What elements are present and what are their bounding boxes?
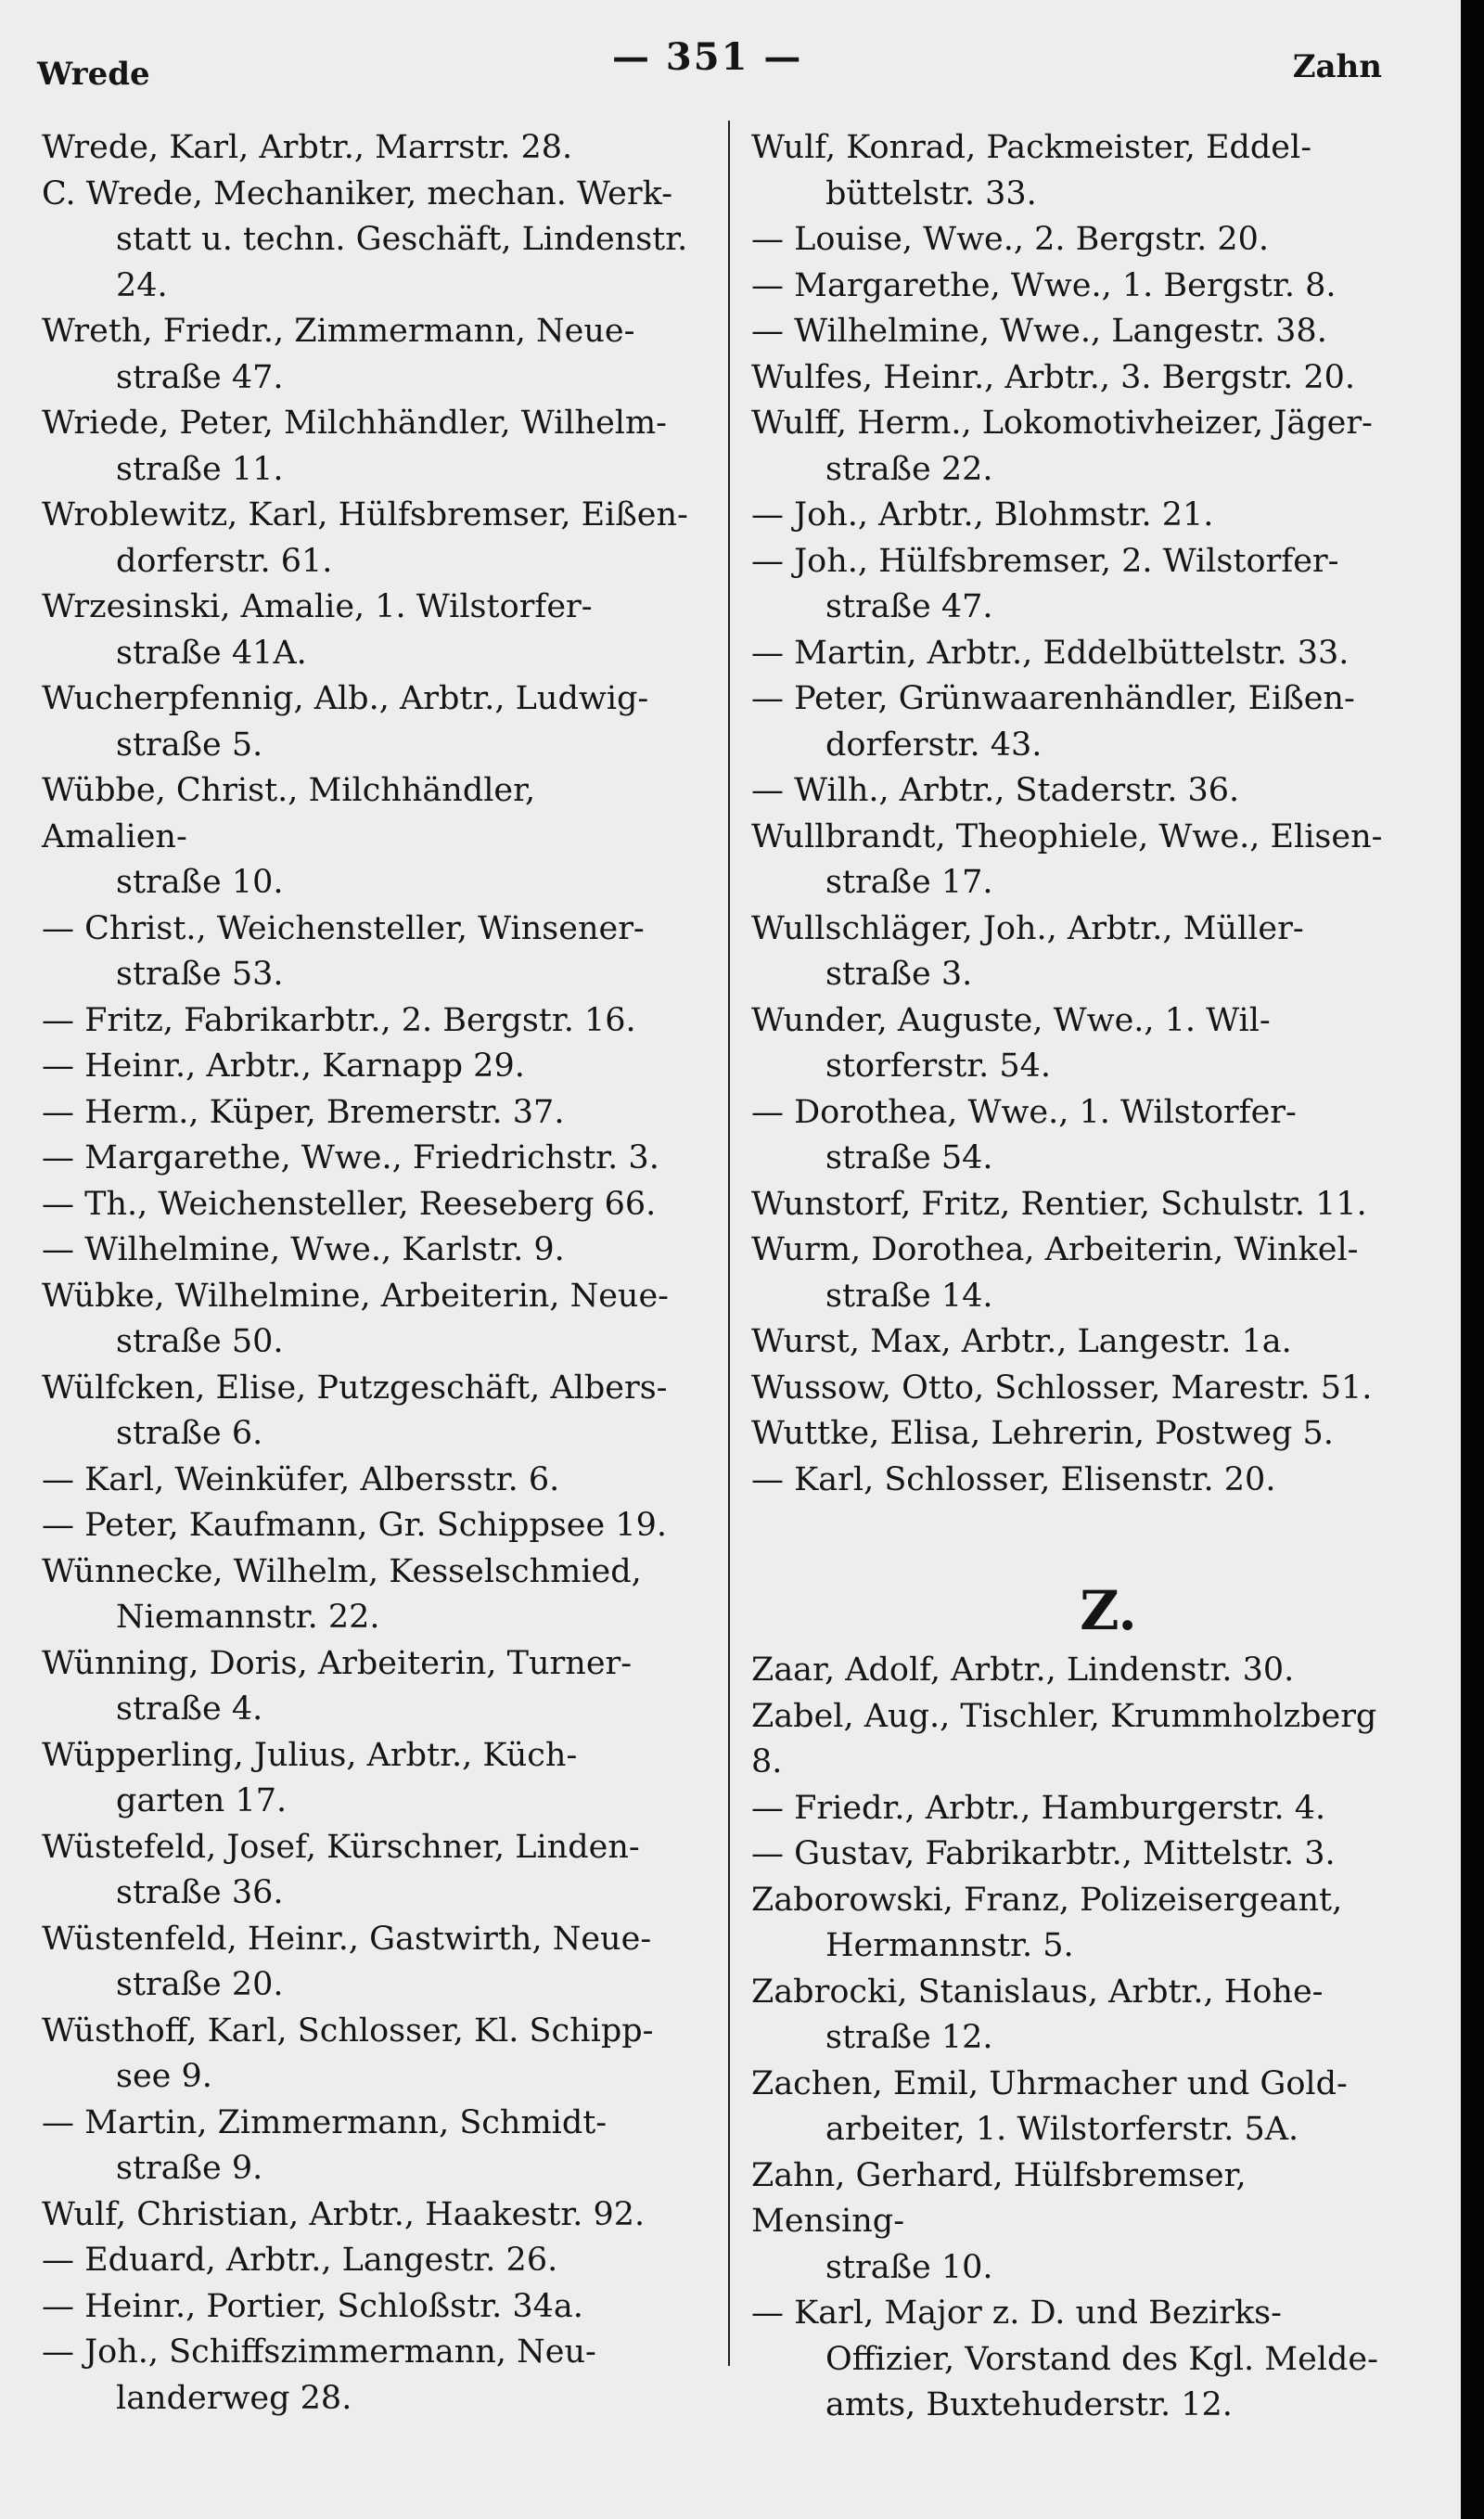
entry-line: Zabel, Aug., Tischler, Krummholzberg 8. — [751, 1697, 1377, 1780]
directory-entry — [751, 1878, 1401, 1970]
entry-line: — Martin, Zimmermann, Schmidt- — [42, 2103, 608, 2141]
entry-continuation: straße 20. — [116, 1966, 284, 2003]
entry-line: — Karl, Schlosser, Elisenstr. 20. — [751, 1460, 1276, 1498]
entry-line: Wullbrandt, Theophiele, Wwe., Elisen- — [751, 817, 1383, 855]
entry-line: Wulfes, Heinr., Arbtr., 3. Bergstr. 20. — [751, 358, 1356, 396]
entry-continuation: straße 54. — [825, 1139, 993, 1176]
entry-line: — Eduard, Arbtr., Langestr. 26. — [42, 2242, 558, 2279]
directory-entry — [42, 2101, 691, 2192]
entry-line: — Dorothea, Wwe., 1. Wilstorfer- — [751, 1093, 1297, 1131]
directory-entry — [42, 1366, 691, 1458]
entry-continuation: garten 17. — [116, 1782, 288, 1819]
directory-entry — [751, 1182, 1401, 1228]
entry-line: Wurm, Dorothea, Arbeiterin, Winkel- — [751, 1231, 1359, 1268]
entry-continuation: straße 4. — [116, 1690, 263, 1728]
entry-line: — Karl, Weinküfer, Albersstr. 6. — [42, 1460, 560, 1498]
directory-entry — [42, 1733, 691, 1825]
entry-continuation: straße 22. — [825, 450, 993, 488]
directory-entry — [751, 1458, 1401, 1504]
entry-line: — Martin, Arbtr., Eddelbüttelstr. 33. — [751, 634, 1350, 672]
directory-entry — [42, 401, 691, 493]
directory-entry — [751, 1786, 1401, 1832]
entry-line: — Wilhelmine, Wwe., Langestr. 38. — [751, 313, 1327, 350]
entry-line: — Louise, Wwe., 2. Bergstr. 20. — [751, 221, 1270, 258]
entry-continuation: see 9. — [116, 2058, 212, 2095]
directory-entry — [42, 768, 691, 906]
entry-continuation: straße 41A. — [116, 634, 307, 672]
scan-edge — [1461, 0, 1484, 2519]
directory-entry — [751, 1319, 1401, 1366]
entry-line: — Wilh., Arbtr., Staderstr. 36. — [751, 772, 1240, 809]
directory-entry — [42, 906, 691, 998]
entry-line: — Margarethe, Wwe., 1. Bergstr. 8. — [751, 266, 1337, 304]
entry-continuation: Hermannstr. 5. — [825, 1927, 1074, 1964]
directory-entry — [42, 1090, 691, 1137]
directory-entry — [751, 815, 1401, 906]
entry-continuation: Offizier, Vorstand des Kgl. Melde- — [825, 2340, 1378, 2378]
entry-line: Wunder, Auguste, Wwe., 1. Wil- — [751, 1001, 1271, 1039]
directory-entry — [42, 676, 691, 768]
entry-continuation: arbeiter, 1. Wilstorferstr. 5A. — [825, 2111, 1299, 2148]
entry-continuation: straße 9. — [116, 2150, 263, 2187]
entry-line: — Fritz, Fabrikarbtr., 2. Bergstr. 16. — [42, 1001, 636, 1039]
entry-continuation: straße 47. — [116, 358, 284, 396]
directory-entry — [42, 998, 691, 1045]
section-gap — [751, 1503, 1401, 1577]
directory-entry — [751, 1648, 1401, 1694]
entry-line: — Karl, Major z. D. und Bezirks- — [751, 2294, 1282, 2332]
directory-entry — [42, 1825, 691, 1917]
directory-entry — [42, 1458, 691, 1504]
entry-line: — Friedr., Arbtr., Hamburgerstr. 4. — [751, 1789, 1326, 1827]
entry-line: Wüsthoff, Karl, Schlosser, Kl. Schipp- — [42, 2011, 654, 2050]
entry-line: Wübbe, Christ., Milchhändler, Amalien- — [42, 772, 536, 855]
header-right-keyword: Zahn — [1292, 48, 1382, 85]
column-divider — [728, 121, 730, 2366]
directory-entry — [751, 125, 1401, 217]
entry-line: Wünnecke, Wilhelm, Kesselschmied, — [42, 1552, 642, 1590]
entry-line: — Th., Weichensteller, Reeseberg 66. — [42, 1185, 657, 1223]
entry-line: Wullschläger, Joh., Arbtr., Müller- — [751, 909, 1304, 947]
directory-entry — [42, 125, 691, 172]
entry-continuation: straße 36. — [116, 1874, 284, 1911]
directory-entry — [751, 2291, 1401, 2429]
directory-entry — [751, 217, 1401, 263]
entry-continuation: straße 6. — [116, 1415, 263, 1452]
entry-line: Wurst, Max, Arbtr., Langestr. 1a. — [751, 1323, 1292, 1360]
directory-entry — [42, 493, 691, 585]
directory-entry — [751, 539, 1401, 631]
entry-line: Wrzesinski, Amalie, 1. Wilstorfer- — [42, 588, 593, 625]
entry-line: Wülfcken, Elise, Putzgeschäft, Albers- — [42, 1369, 668, 1407]
directory-entry — [42, 585, 691, 676]
entry-line: Wulff, Herm., Lokomotivheizer, Jäger- — [751, 405, 1373, 442]
directory-entry — [751, 998, 1401, 1090]
entry-line: Zaborowski, Franz, Polizeisergeant, — [751, 1881, 1343, 1919]
directory-entry — [751, 263, 1401, 310]
entry-line: Wucherpfennig, Alb., Arbtr., Ludwig- — [42, 680, 649, 717]
entry-line: Wreth, Friedr., Zimmermann, Neue- — [42, 313, 635, 350]
entry-line: Wulf, Christian, Arbtr., Haakestr. 92. — [42, 2195, 646, 2233]
entry-line: Wroblewitz, Karl, Hülfsbremser, Eißen- — [42, 496, 688, 533]
entry-continuation: straße 3. — [825, 956, 973, 993]
entry-continuation: straße 50. — [116, 1323, 284, 1360]
directory-entry — [42, 309, 691, 401]
entry-line: — Christ., Weichensteller, Winsener- — [42, 909, 645, 947]
entry-continuation: straße 17. — [825, 864, 993, 901]
directory-entry — [751, 2062, 1401, 2153]
entry-line: — Joh., Schiffszimmermann, Neu- — [42, 2333, 596, 2371]
entry-line: — Peter, Kaufmann, Gr. Schippsee 19. — [42, 1507, 668, 1544]
directory-entry — [42, 1917, 691, 2009]
entry-continuation: straße 10. — [116, 864, 284, 901]
entry-continuation: straße 5. — [116, 726, 263, 764]
directory-entry — [751, 401, 1401, 493]
directory-entry — [42, 1136, 691, 1182]
directory-entry — [751, 631, 1401, 677]
entry-line: — Joh., Hülfsbremser, 2. Wilstorfer- — [751, 542, 1339, 580]
directory-entry — [42, 2009, 691, 2101]
entry-line: Wüpperling, Julius, Arbtr., Küch- — [42, 1736, 578, 1774]
directory-entry — [42, 1044, 691, 1090]
directory-entry — [42, 1641, 691, 1733]
directory-entry — [751, 676, 1401, 768]
entry-line: — Heinr., Arbtr., Karnapp 29. — [42, 1047, 525, 1085]
entry-continuation: straße 14. — [825, 1277, 993, 1315]
right-column — [751, 125, 1401, 2429]
entry-line: — Wilhelmine, Wwe., Karlstr. 9. — [42, 1231, 565, 1268]
entry-line: Wüstefeld, Josef, Kürschner, Linden- — [42, 1828, 640, 1866]
entry-line: — Heinr., Portier, Schloßstr. 34a. — [42, 2287, 583, 2325]
entry-continuation: storferstr. 54. — [825, 1047, 1052, 1085]
entry-line: — Gustav, Fabrikarbtr., Mittelstr. 3. — [751, 1835, 1336, 1872]
directory-entry — [751, 906, 1401, 998]
entry-line: Wussow, Otto, Schlosser, Marestr. 51. — [751, 1369, 1373, 1407]
right-column-w-entries — [751, 125, 1401, 1503]
entry-line: — Peter, Grünwaarenhändler, Eißen- — [751, 680, 1355, 717]
header-left-keyword: Wrede — [37, 56, 150, 93]
directory-entry — [42, 1503, 691, 1549]
entry-continuation: straße 11. — [116, 450, 284, 488]
entry-line: Wübke, Wilhelmine, Arbeiterin, Neue- — [42, 1277, 669, 1315]
entry-continuation: Niemannstr. 22. — [116, 1599, 380, 1636]
entry-line: Wriede, Peter, Milchhändler, Wilhelm- — [42, 405, 667, 442]
directory-entry — [751, 1831, 1401, 1878]
entry-line: Wuttke, Elisa, Lehrerin, Postweg 5. — [751, 1415, 1334, 1452]
page-number: — 351 — — [612, 35, 803, 79]
entry-continuation: amts, Buxtehuderstr. 12. — [825, 2386, 1233, 2423]
entry-line: — Joh., Arbtr., Blohmstr. 21. — [751, 496, 1214, 533]
left-column — [42, 125, 691, 2422]
entry-continuation: straße 12. — [825, 2019, 993, 2056]
directory-entry — [751, 2153, 1401, 2292]
right-column-z-entries — [751, 1648, 1401, 2429]
directory-entry — [42, 1274, 691, 1366]
entry-continuation: büttelstr. 33. — [825, 174, 1037, 212]
entry-line: Zahn, Gerhard, Hülfsbremser, Mensing- — [751, 2156, 1247, 2240]
directory-entry — [751, 1411, 1401, 1458]
section-letter: Z. — [1080, 1579, 1137, 1642]
page-header — [37, 28, 1382, 93]
entry-line: — Herm., Küper, Bremerstr. 37. — [42, 1093, 565, 1131]
directory-entry — [751, 768, 1401, 815]
entry-line: Wulf, Konrad, Packmeister, Eddel- — [751, 129, 1312, 166]
entry-continuation: landerweg 28. — [116, 2379, 352, 2417]
entry-line: Wüstenfeld, Heinr., Gastwirth, Neue- — [42, 1920, 652, 1958]
directory-entry — [751, 1227, 1401, 1319]
entry-continuation: statt u. techn. Geschäft, Lindenstr. 24. — [116, 221, 688, 304]
directory-entry — [751, 493, 1401, 539]
directory-entry — [42, 2192, 691, 2239]
entry-line: Wunstorf, Fritz, Rentier, Schulstr. 11. — [751, 1185, 1367, 1223]
entry-line: — Margarethe, Wwe., Friedrichstr. 3. — [42, 1139, 659, 1176]
directory-entry — [42, 172, 691, 310]
entry-continuation: straße 53. — [116, 956, 284, 993]
entry-continuation: straße 47. — [825, 588, 993, 625]
entry-line: C. Wrede, Mechaniker, mechan. Werk- — [42, 174, 673, 212]
entry-line: Zachen, Emil, Uhrmacher und Gold- — [751, 2064, 1348, 2102]
directory-entry — [42, 2238, 691, 2284]
directory-entry — [42, 1549, 691, 1641]
entry-line: Zabrocki, Stanislaus, Arbtr., Hohe- — [751, 1973, 1324, 2011]
entry-continuation: dorferstr. 43. — [825, 726, 1043, 764]
entry-line: Wrede, Karl, Arbtr., Marrstr. 28. — [42, 129, 573, 166]
directory-entry — [42, 2330, 691, 2422]
directory-entry — [751, 355, 1401, 402]
entry-line: Wünning, Doris, Arbeiterin, Turner- — [42, 1644, 633, 1682]
directory-entry — [42, 2284, 691, 2331]
directory-entry — [751, 1090, 1401, 1182]
directory-entry — [751, 1970, 1401, 2062]
entry-continuation: dorferstr. 61. — [116, 542, 333, 580]
directory-entry — [751, 309, 1401, 355]
entry-continuation: straße 10. — [825, 2248, 993, 2286]
directory-entry — [42, 1182, 691, 1228]
directory-entry — [751, 1366, 1401, 1412]
directory-entry — [42, 1227, 691, 1274]
directory-entry — [751, 1694, 1401, 1786]
entry-line: Zaar, Adolf, Arbtr., Lindenstr. 30. — [751, 1651, 1295, 1689]
